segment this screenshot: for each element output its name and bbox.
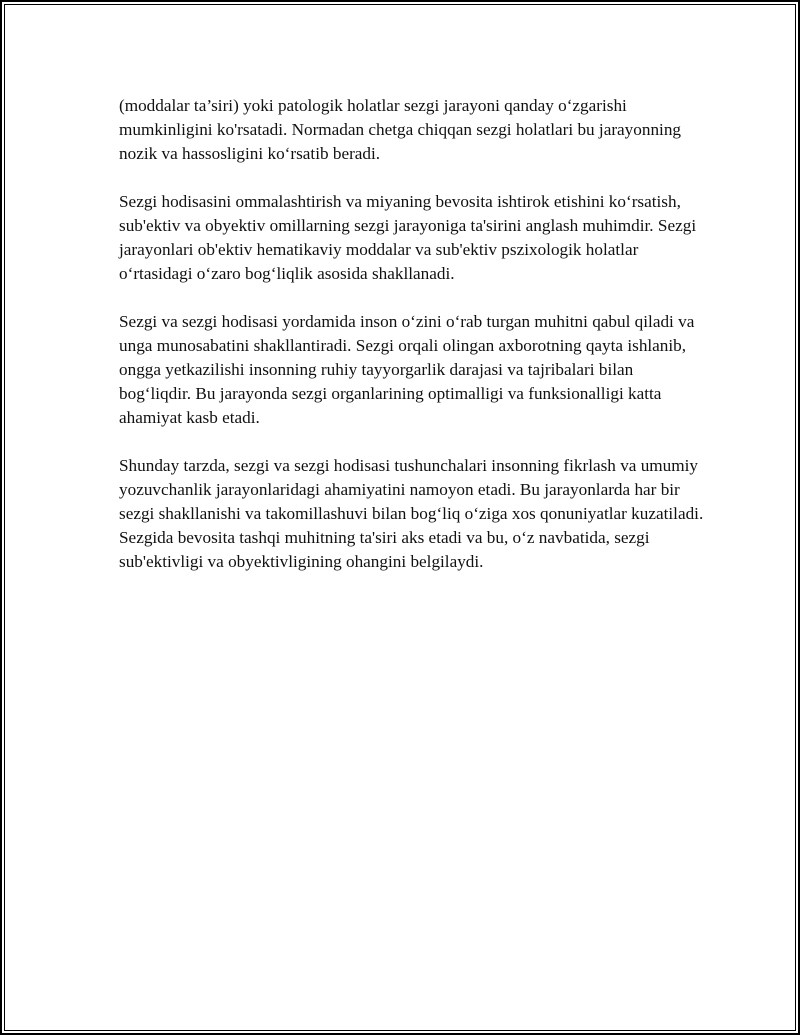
paragraph-3: Sezgi va sezgi hodisasi yordamida inson o‘zini o‘rab turgan muhitni qabul qiladi va unga munosabatini shakllantiradi. Sezgi orqali olingan axborotning qayta ishlanib, ongga yetkazilishi insonning ruhiy tayyorgarlik darajasi va tajribalari bilan bog‘liqdir. Bu jarayonda sezgi organlarining optimalligi va funksionalligi katta ahamiyat kasb etadi. xyxy=(119,312,695,427)
document-body xyxy=(119,94,704,598)
paragraph-2: Sezgi hodisasini ommalashtirish va miyaning bevosita ishtirok etishini ko‘rsatish, sub'ektiv va obyektiv omillarning sezgi jarayoniga ta'sirini anglash muhimdir. Sezgi jarayonlari ob'ektiv hematikaviy moddalar va sub'ektiv pszixologik holatlar o‘rtasidagi o‘zaro bog‘liqlik asosida shakllanadi. xyxy=(119,192,697,283)
paragraph-1: (moddalar ta’siri) yoki patologik holatlar sezgi jarayoni qanday o‘zgarishi mumkinligini ko'rsatadi. Normadan chetga chiqqan sezgi holatlari bu jarayonning nozik va hassosligini ko‘rsatib beradi. xyxy=(119,96,682,163)
paragraph-4: Shunday tarzda, sezgi va sezgi hodisasi tushunchalari insonning fikrlash va umumiy yozuvchanlik jarayonlaridagi ahamiyatini namoyon etadi. Bu jarayonlarda har bir sezgi shakllanishi va takomillashuvi bilan bog‘liq o‘ziga xos qonuniyatlar kuzatiladi. Sezgida bevosita tashqi muhitning ta'siri aks etadi va bu, o‘z navbatida, sezgi sub'ektivligi va obyektivligining ohangini belgilaydi. xyxy=(119,456,704,571)
